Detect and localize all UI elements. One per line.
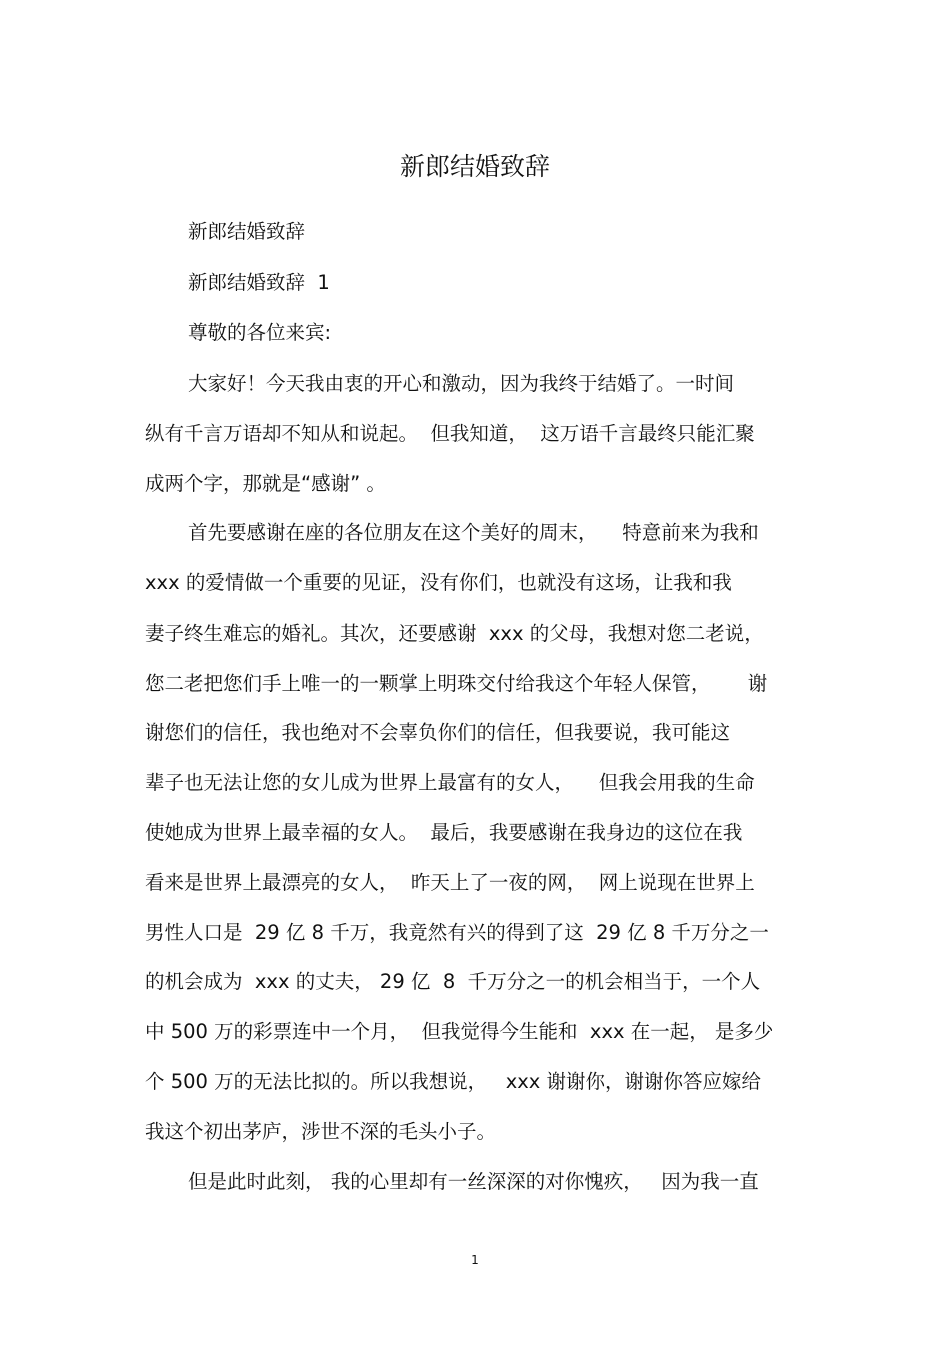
body-line: 成两个字，那就是“感谢” 。 (145, 472, 386, 495)
body-line: xxx 的爱情做一个重要的见证，没有你们，也就没有这场，让我和我 (145, 571, 732, 594)
body-line: 但是此时此刻， 我的心里却有一丝深深的对你愧疚， 因为我一直 (188, 1170, 759, 1193)
body-line: 大家好！今天我由衷的开心和激动，因为我终于结婚了。一时间 (188, 372, 735, 395)
body-line: 新郎结婚致辞 (188, 220, 306, 243)
body-line: 尊敬的各位来宾: (188, 321, 332, 344)
body-line: 谢您们的信任，我也绝对不会辜负你们的信任，但我要说，我可能这 (145, 721, 731, 744)
body-line: 个 500 万的无法比拟的。所以我想说， xxx 谢谢你，谢谢你答应嫁给 (145, 1070, 762, 1093)
body-line: 首先要感谢在座的各位朋友在这个美好的周末， 特意前来为我和 (188, 521, 759, 544)
body-line: 辈子也无法让您的女儿成为世界上最富有的女人， 但我会用我的生命 (145, 771, 755, 794)
body-line: 使她成为世界上最幸福的女人。 最后，我要感谢在我身边的这位在我 (145, 821, 743, 844)
body-line: 妻子终生难忘的婚礼。其次，还要感谢 xxx 的父母，我想对您二老说， (145, 622, 764, 645)
body-line: 看来是世界上最漂亮的女人， 昨天上了一夜的网， 网上说现在世界上 (145, 871, 755, 894)
page-number: 1 (471, 1253, 479, 1267)
body-line: 我这个初出茅庐，涉世不深的毛头小子。 (145, 1120, 497, 1143)
body-line: 纵有千言万语却不知从和说起。 但我知道， 这万语千言最终只能汇聚 (145, 422, 755, 445)
body-line: 的机会成为 xxx 的丈夫， 29 亿 8 千万分之一的机会相当于，一个人 (145, 970, 761, 993)
body-line: 中 500 万的彩票连中一个月， 但我觉得今生能和 xxx 在一起， 是多少 (145, 1020, 774, 1043)
body-line: 新郎结婚致辞 1 (188, 271, 330, 294)
body-line: 男性人口是 29 亿 8 千万，我竟然有兴的得到了这 29 亿 8 千万分之一 (145, 921, 769, 944)
document-title: 新郎结婚致辞 (399, 152, 550, 181)
body-line: 您二老把您们手上唯一的一颗掌上明珠交付给我这个年轻人保管， 谢 (145, 672, 768, 695)
